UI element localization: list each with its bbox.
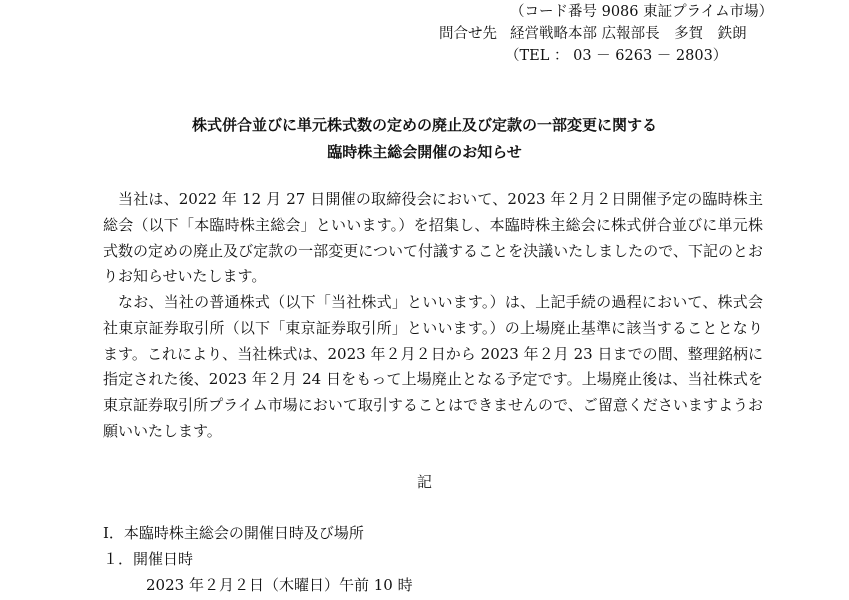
section-1-heading: Ⅰ．本臨時株主総会の開催日時及び場所 bbox=[103, 524, 364, 542]
body-paragraph-1: 当社は、2022 年 12 月 27 日開催の取締役会において、2023 年２月２日開催予定の臨時株主総会（以下「本臨時株主総会」といいます。）を招集し、本臨時株主総会に株式併合並びに単元株式数の定めの廃止及び定款の一部変更について付議することを決議いたしましたので、下記のとおりお知らせいたします。 bbox=[103, 190, 763, 286]
item-1-heading: １．開催日時 bbox=[103, 550, 194, 568]
header-contact-label: 問合せ先 bbox=[439, 26, 497, 42]
document-title-line1: 株式併合並びに単元株式数の定めの廃止及び定款の一部変更に関する bbox=[191, 116, 657, 134]
item-1-value: 2023 年２月２日（木曜日）午前 10 時 bbox=[146, 576, 413, 594]
body-paragraph-2: なお、当社の普通株式（以下「当社株式」といいます。）は、上記手続の過程において、株式会社東京証券取引所（以下「東京証券取引所」といいます。）の上場廃止基準に該当することとなります。これにより、当社株式は、2023 年２月２日から 2023 年２月 23 日までの間、整理銘柄に指定された後、2023 年２月 24 日をもって上場廃止となる予定です。上場廃止後は、当社株式を東京証券取引所プライム市場において取引することはできませんので、ご留意くださいますようお願いいたします。 bbox=[103, 293, 763, 440]
document-title-line2: 臨時株主総会開催のお知らせ bbox=[327, 143, 522, 161]
header-tel: （TEL ： 03 － 6263 － 2803） bbox=[505, 48, 728, 64]
header-contact-person: 経営戦略本部 広報部長 多賀 鉄朗 bbox=[510, 26, 747, 42]
header-code-line: （コード番号 9086 東証プライム市場） bbox=[510, 4, 774, 20]
ki-marker: 記 bbox=[416, 473, 432, 491]
